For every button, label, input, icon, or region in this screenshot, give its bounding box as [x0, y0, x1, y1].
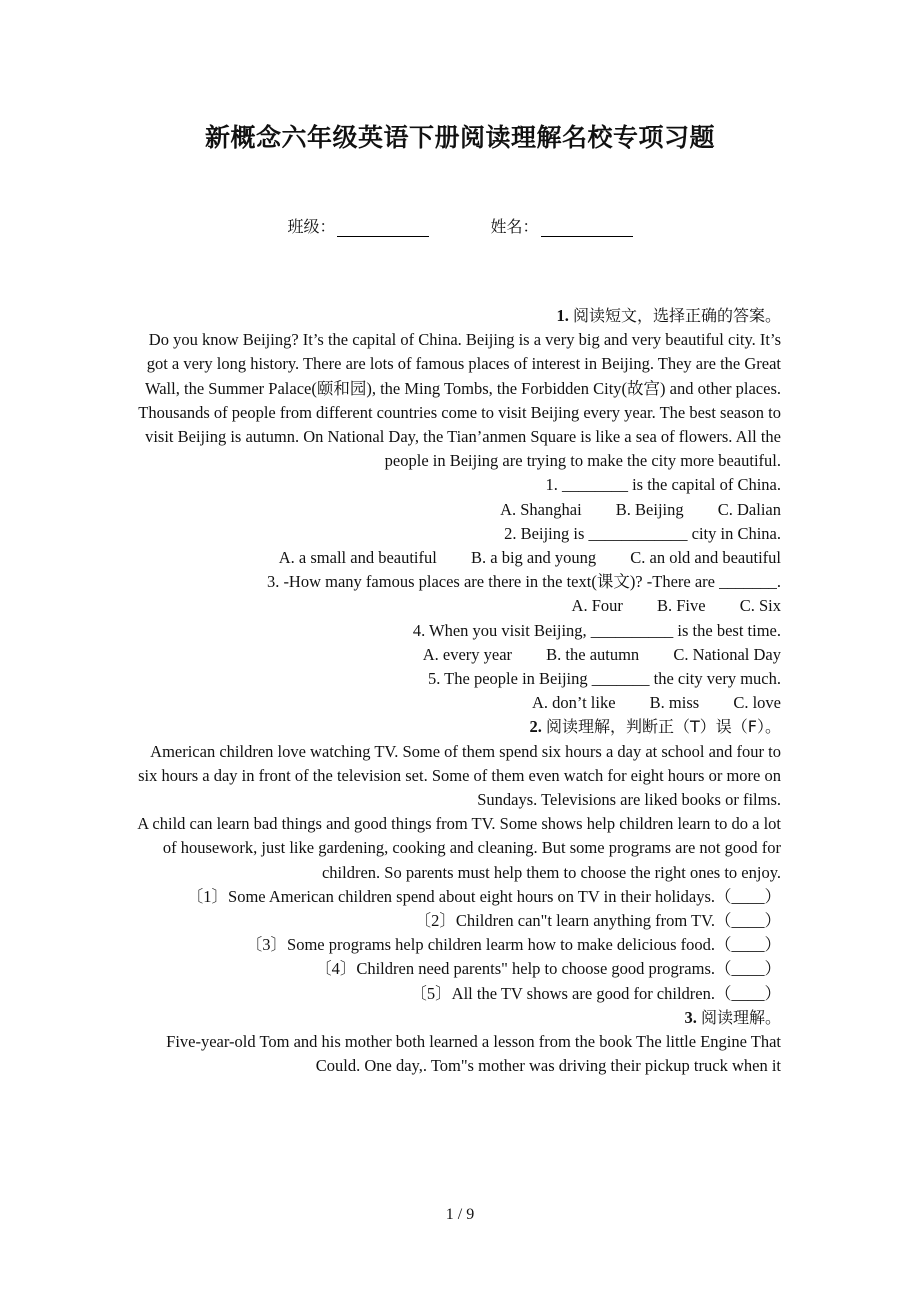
- section3-heading: [130, 1006, 781, 1030]
- document-body: [130, 304, 781, 1079]
- statement-2: 〔2〕Children can"t learn anything from TV.（____）: [414, 911, 781, 931]
- class-label: 班级：: [287, 217, 336, 236]
- section2-instruction: 阅读理解，判断正（T）误（F）。: [546, 717, 781, 737]
- page-number: 1 / 9: [445, 1206, 475, 1223]
- section1-number: 1.: [556, 306, 569, 325]
- option: C. National Day: [673, 644, 781, 664]
- section1-heading: [130, 304, 781, 328]
- section2-paragraph-1: American children love watching TV. Some of them spend six hours a day at school and four to six hours a day in front of the television set. Some of them even watch for eight hours or more on Sundays. Televisions are liked books or films.: [138, 741, 781, 810]
- option: C. Six: [739, 596, 781, 616]
- class-blank[interactable]: [337, 220, 429, 237]
- option: B. a big and young: [470, 548, 597, 568]
- document-title: 新概念六年级英语下册阅读理解名校专项习题: [204, 123, 715, 152]
- section1-paragraph-2: Thousands of people from different countries come to visit Beijing every year. The best season to visit Beijing is autumn. On National Day, the Tian’anmen Square is like a sea of flowers. All the people in Beijing are trying to make the city more beautiful.: [138, 402, 781, 471]
- section2-paragraph-2: A child can learn bad things and good things from TV. Some shows help children learn to do a lot of housework, just like gardening, cooking and cleaning. But some programs are not good for children. So parents must help them to choose the right ones to enjoy.: [137, 814, 781, 882]
- option: C. love: [733, 693, 781, 713]
- question-1: 1. ________ is the capital of China.: [545, 475, 781, 495]
- section2-heading: [130, 715, 781, 739]
- option: A. Four: [571, 596, 623, 616]
- section3-paragraph-1: Five-year-old Tom and his mother both learned a lesson from the book The little Engine That Could. One day,. Tom"s mother was driving their pickup truck when it: [166, 1032, 781, 1076]
- option: B. the autumn: [546, 644, 640, 664]
- question-3-options: [130, 594, 781, 618]
- question-2-options: [130, 546, 781, 570]
- class-field: [287, 214, 429, 237]
- option: B. Beijing: [615, 499, 684, 519]
- question-2: 2. Beijing is ____________ city in China.: [504, 523, 781, 543]
- section1-instruction: 阅读短文，选择正确的答案。: [572, 306, 781, 325]
- section2-number: 2.: [529, 717, 542, 737]
- statement-1: 〔1〕Some American children spend about eight hours on TV in their holidays.（____）: [186, 886, 781, 906]
- statement-5: 〔5〕All the TV shows are good for children.（____）: [410, 983, 781, 1003]
- statement-3: 〔3〕Some programs help children learm how to make delicious food.（____）: [245, 935, 781, 955]
- section3-instruction: 阅读理解。: [700, 1007, 781, 1027]
- question-5-options: [130, 691, 781, 715]
- name-blank[interactable]: [541, 220, 633, 237]
- option: C. an old and beautiful: [630, 548, 781, 568]
- question-4: 4. When you visit Beijing, __________ is the best time.: [412, 620, 781, 640]
- option: B. miss: [649, 693, 700, 713]
- section1-paragraph-1: Do you know Beijing? It’s the capital of China. Beijing is a very big and very beautiful city. It’s got a very long history. There are lots of famous places of interest in Beijing. They are the Great Wall, the Summer Palace(颐和园), the Ming Tombs, the Forbidden City(故宫) and other places.: [144, 330, 781, 398]
- section3-number: 3.: [684, 1007, 697, 1027]
- question-4-options: [130, 643, 781, 667]
- name-label: 姓名：: [490, 217, 539, 236]
- name-field: [491, 214, 633, 237]
- option: B. Five: [657, 596, 706, 616]
- option: A. every year: [422, 644, 513, 664]
- student-info: [0, 214, 920, 237]
- option: A. a small and beautiful: [278, 548, 437, 568]
- statement-4: 〔4〕Children need parents" help to choose good programs.（____）: [315, 959, 781, 979]
- option: A. Shanghai: [500, 499, 582, 519]
- question-1-options: [130, 498, 781, 522]
- question-3: 3. -How many famous places are there in the text(课文)? -There are _______.: [266, 572, 781, 592]
- option: A. don’t like: [531, 693, 616, 713]
- question-5: 5. The people in Beijing _______ the city very much.: [427, 669, 781, 689]
- option: C. Dalian: [717, 499, 781, 519]
